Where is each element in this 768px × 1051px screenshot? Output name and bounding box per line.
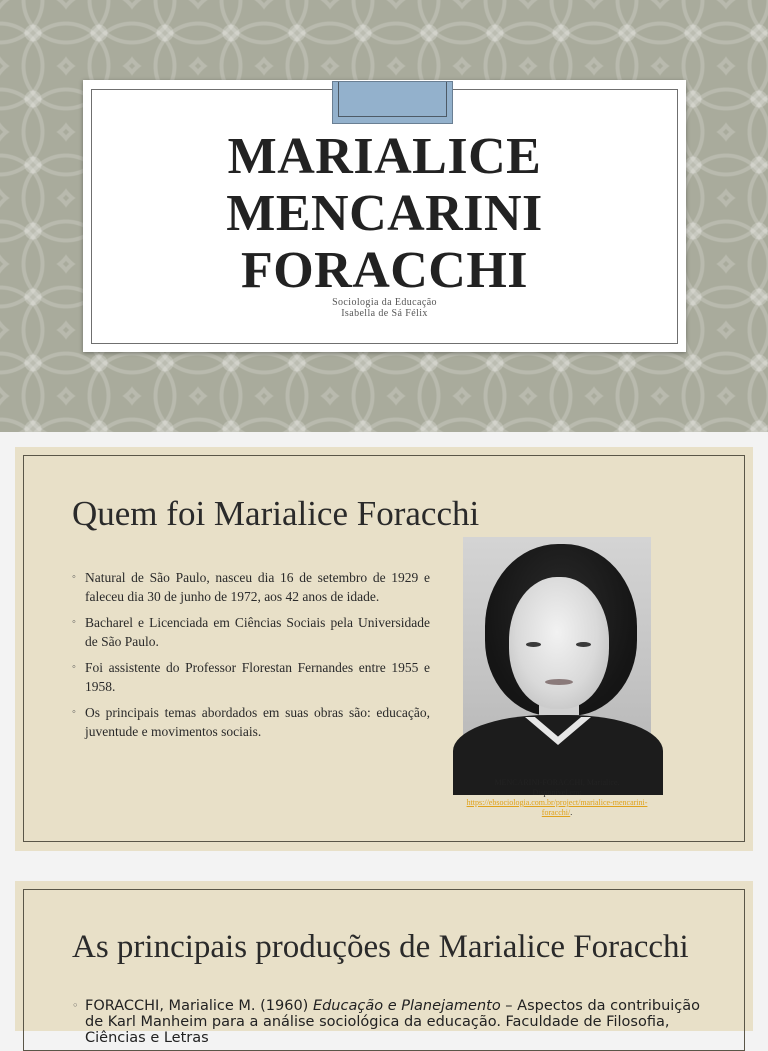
- reference-author: FORACCHI, Marialice M. (1960): [85, 998, 313, 1014]
- list-item-text: Foi assistente do Professor Florestan Fernandes entre 1955 e 1958.: [85, 660, 430, 694]
- slide-heading: Quem foi Marialice Foracchi: [72, 494, 480, 533]
- list-item-text: Os principais temas abordados em suas obras são: educação, juventude e movimentos sociais.: [85, 705, 430, 739]
- caption-suffix: .: [570, 808, 573, 817]
- bullet-icon: ◦: [72, 706, 76, 718]
- title-line: FORACCHI: [240, 242, 529, 299]
- biography-slide: [15, 447, 753, 851]
- list-item: [72, 703, 430, 741]
- bullet-icon: ◦: [72, 661, 76, 673]
- list-item: [72, 613, 430, 651]
- list-item-text: Bacharel e Licenciada em Ciências Sociais pela Universidade de São Paulo.: [85, 615, 430, 649]
- reference-title: Educação e Planejamento: [312, 998, 501, 1014]
- list-item: [72, 658, 430, 696]
- slide-heading: As principais produções de Marialice Foracchi: [72, 929, 689, 965]
- list-item: [72, 568, 430, 606]
- title-accent-tab: [332, 81, 453, 124]
- photo-caption: [453, 778, 661, 818]
- subtitle: [92, 297, 677, 319]
- list-item-text: Natural de São Paulo, nasceu dia 16 de setembro de 1929 e faleceu dia 30 de junho de 1972, aos 42 anos de idade.: [85, 570, 430, 604]
- caption-author: MENCARINI-FORACCHI, Marialice.: [494, 778, 620, 787]
- title-line: MENCARINI: [226, 185, 543, 242]
- bullet-icon: ◦: [72, 616, 76, 628]
- title-card: [83, 80, 686, 352]
- course-name: Sociologia da Educação: [332, 297, 437, 308]
- author-name: Isabella de Sá Félix: [341, 308, 428, 319]
- portrait-photo: [463, 537, 651, 773]
- reference-item: [72, 998, 702, 1046]
- bullet-icon: ◦: [72, 999, 79, 1012]
- title-slide: [0, 0, 768, 432]
- source-link[interactable]: https://ebsociologia.com.br/project/marialice-mencarini-foracchi/: [466, 798, 648, 817]
- main-title: [92, 128, 677, 299]
- title-frame: [91, 89, 678, 344]
- bullet-icon: ◦: [72, 571, 76, 583]
- biography-list: [72, 568, 430, 748]
- title-line: MARIALICE: [227, 128, 542, 185]
- caption-available: Disponível em:: [532, 788, 582, 797]
- reference-details: – Aspectos da contribuição de Karl Manheim para a análise sociológica da educação. Faculdade de Filosofia, Ciências e Letras: [85, 998, 701, 1046]
- productions-slide: [15, 881, 753, 1046]
